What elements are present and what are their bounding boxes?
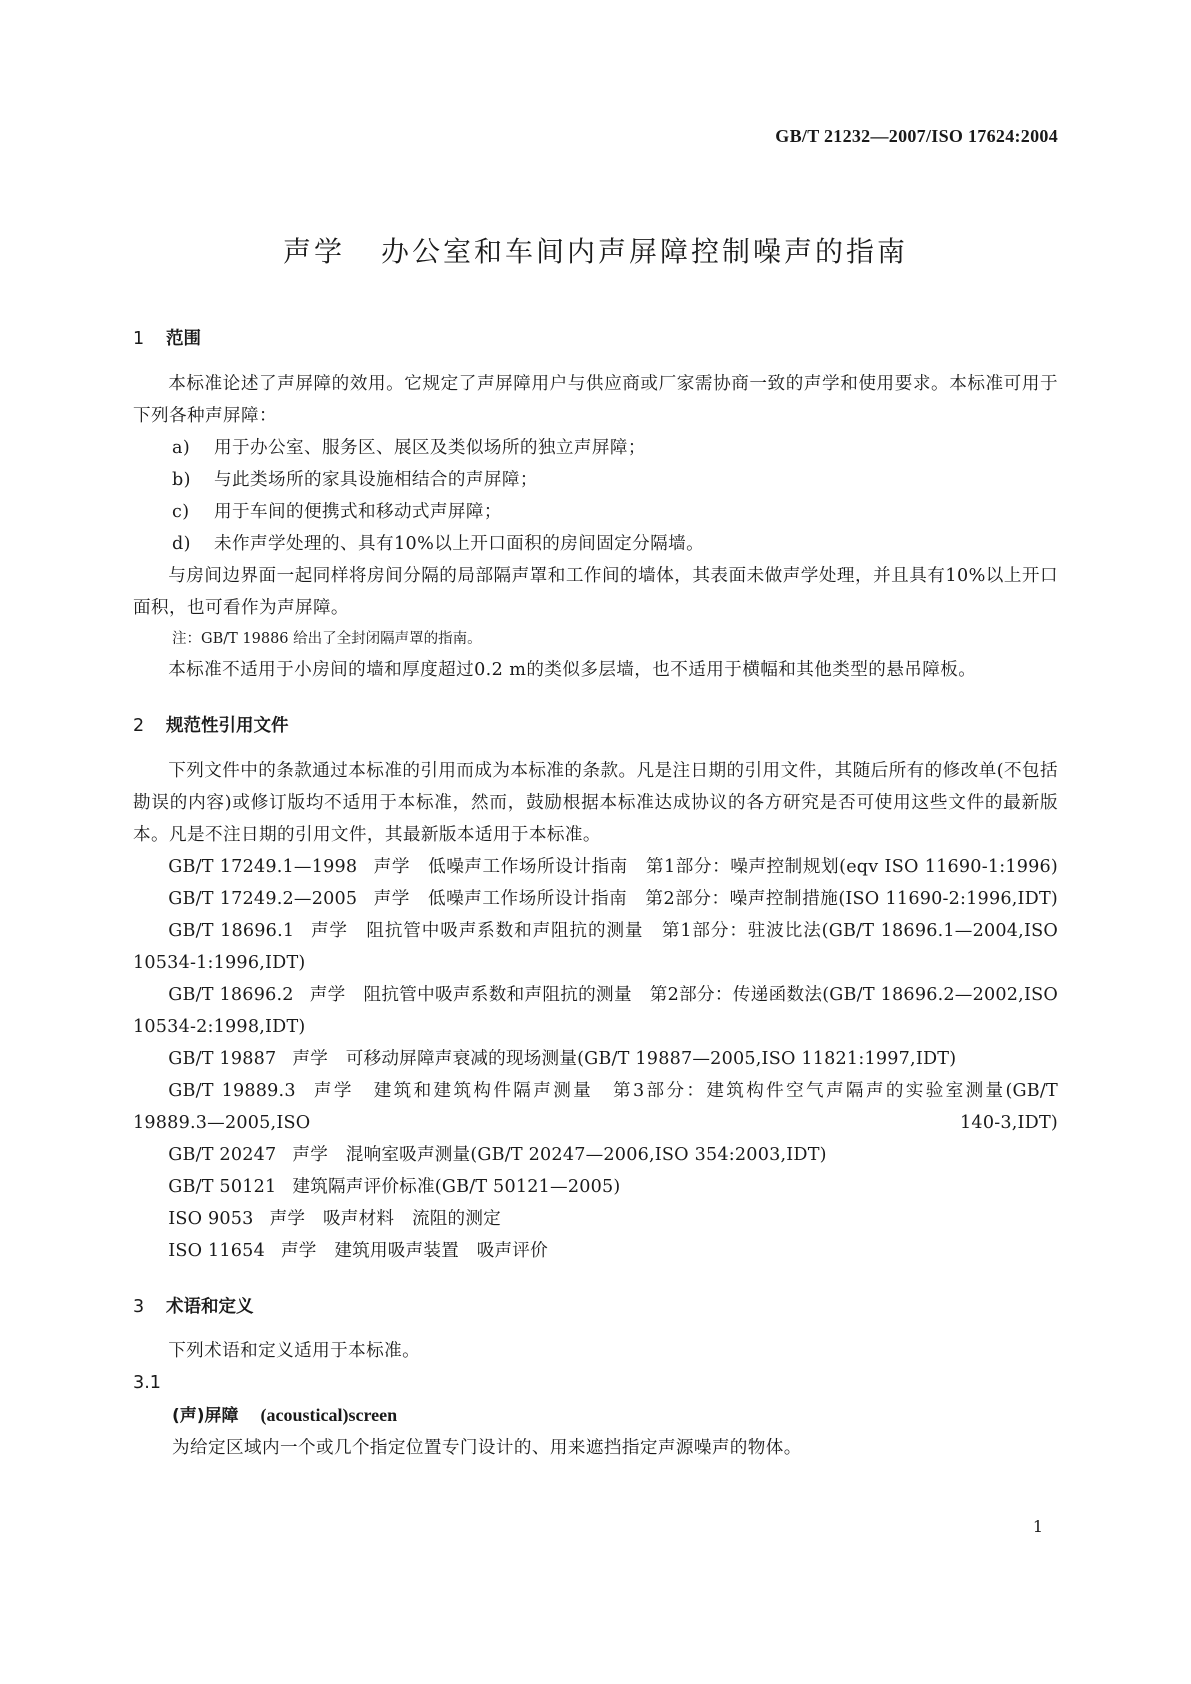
reference-code: ISO 9053 <box>168 1209 254 1229</box>
document-body <box>133 323 1058 1464</box>
terms-intro: 下列术语和定义适用于本标准。 <box>168 1341 421 1361</box>
page-number: 1 <box>1032 1517 1043 1536</box>
section-number: 1 <box>133 329 145 349</box>
title-part-2: 办公室和车间内声屏障控制噪声的指南 <box>381 235 909 268</box>
reference-code: GB/T 17249.1—1998 <box>168 857 358 877</box>
section-heading-normative-references <box>133 710 1058 742</box>
reference-title: 声学 低噪声工作场所设计指南 第2部分：噪声控制措施(ISO 11690-2:1996,IDT) <box>373 889 1058 909</box>
scope-paragraph-3: 本标准不适用于小房间的墙和厚度超过0.2 m的类似多层墙，也不适用于横幅和其他类型的悬吊障板。 <box>168 660 977 680</box>
standard-code: GB/T 21232—2007/ISO 17624:2004 <box>775 126 1058 146</box>
reference-title: 声学 混响室吸声测量(GB/T 20247—2006,ISO 354:2003,IDT) <box>292 1145 827 1165</box>
reference-code: GB/T 20247 <box>168 1145 277 1165</box>
section-number: 2 <box>133 716 145 736</box>
term-definition: 为给定区域内一个或几个指定位置专门设计的、用来遮挡指定声源噪声的物体。 <box>172 1438 802 1458</box>
section-number: 3 <box>133 1297 145 1317</box>
scope-note: 注：GB/T 19886 给出了全封闭隔声罩的指南。 <box>172 631 482 647</box>
reference-title: 声学 建筑和建筑构件隔声测量 第3部分：建筑构件空气声隔声的实验室测量(GB/T 19889.3—2005,ISO 140-3,IDT) <box>133 1081 1058 1133</box>
reference-title: 声学 阻抗管中吸声系数和声阻抗的测量 第2部分：传递函数法(GB/T 18696.2—2002,ISO 10534-2:1998,IDT) <box>133 985 1058 1037</box>
reference-item <box>133 851 1058 883</box>
references-intro: 下列文件中的条款通过本标准的引用而成为本标准的条款。凡是注日期的引用文件，其随后所有的修改单(不包括勘误的内容)或修订版均不适用于本标准，然而，鼓励根据本标准达成协议的各方研究是否可使用这些文件的最新版本。凡是不注日期的引用文件，其最新版本适用于本标准。 <box>133 761 1058 845</box>
list-item <box>133 464 1058 496</box>
reference-code: ISO 11654 <box>168 1241 265 1261</box>
reference-item <box>133 1203 1058 1235</box>
section-title: 规范性引用文件 <box>166 716 289 736</box>
section-title: 术语和定义 <box>166 1297 254 1317</box>
list-item-label: d) <box>172 534 191 554</box>
term-chinese: (声)屏障 <box>172 1406 239 1426</box>
clause-number: 3.1 <box>133 1373 161 1393</box>
reference-code: GB/T 19889.3 <box>168 1081 296 1101</box>
term-english: (acoustical)screen <box>260 1405 398 1425</box>
list-item <box>133 496 1058 528</box>
reference-title: 建筑隔声评价标准(GB/T 50121—2005) <box>292 1177 621 1197</box>
list-item-text: 未作声学处理的、具有10%以上开口面积的房间固定分隔墙。 <box>214 534 705 554</box>
title-part-1: 声学 <box>282 235 345 268</box>
list-item-label: c) <box>172 502 190 522</box>
reference-title: 声学 吸声材料 流阻的测定 <box>269 1209 501 1229</box>
list-item-text: 用于车间的便携式和移动式声屏障； <box>214 502 502 522</box>
reference-item <box>133 1235 1058 1267</box>
list-item <box>133 432 1058 464</box>
reference-item <box>133 1139 1058 1171</box>
reference-title: 声学 低噪声工作场所设计指南 第1部分：噪声控制规划(eqv ISO 11690-1:1996) <box>373 857 1059 877</box>
reference-title: 声学 阻抗管中吸声系数和声阻抗的测量 第1部分：驻波比法(GB/T 18696.1—2004,ISO 10534-1:1996,IDT) <box>133 921 1058 973</box>
section-heading-terms <box>133 1291 1058 1323</box>
reference-code: GB/T 17249.2—2005 <box>168 889 358 909</box>
reference-item <box>133 1043 1058 1075</box>
reference-item <box>133 883 1058 915</box>
reference-code: GB/T 18696.1 <box>168 921 295 941</box>
scope-paragraph-1: 本标准论述了声屏障的效用。它规定了声屏障用户与供应商或厂家需协商一致的声学和使用要求。本标准可用于下列各种声屏障： <box>133 374 1058 426</box>
reference-item <box>133 979 1058 1043</box>
list-item <box>133 528 1058 560</box>
reference-title: 声学 可移动屏障声衰减的现场测量(GB/T 19887—2005,ISO 11821:1997,IDT) <box>292 1049 957 1069</box>
reference-title: 声学 建筑用吸声装置 吸声评价 <box>280 1241 548 1261</box>
reference-code: GB/T 19887 <box>168 1049 277 1069</box>
reference-item <box>133 915 1058 979</box>
reference-code: GB/T 50121 <box>168 1177 277 1197</box>
term-entry <box>133 1399 1058 1432</box>
reference-item <box>133 1171 1058 1203</box>
scope-paragraph-2: 与房间边界面一起同样将房间分隔的局部隔声罩和工作间的墙体，其表面未做声学处理，并且具有10%以上开口面积，也可看作为声屏障。 <box>133 566 1058 618</box>
document-title <box>0 230 1191 270</box>
list-item-text: 用于办公室、服务区、展区及类似场所的独立声屏障； <box>214 438 646 458</box>
section-heading-scope <box>133 323 1058 355</box>
list-item-label: a) <box>172 438 191 458</box>
list-item-label: b) <box>172 470 191 490</box>
list-item-text: 与此类场所的家具设施相结合的声屏障； <box>214 470 538 490</box>
section-title: 范围 <box>166 329 201 349</box>
reference-item <box>133 1075 1058 1139</box>
reference-code: GB/T 18696.2 <box>168 985 294 1005</box>
